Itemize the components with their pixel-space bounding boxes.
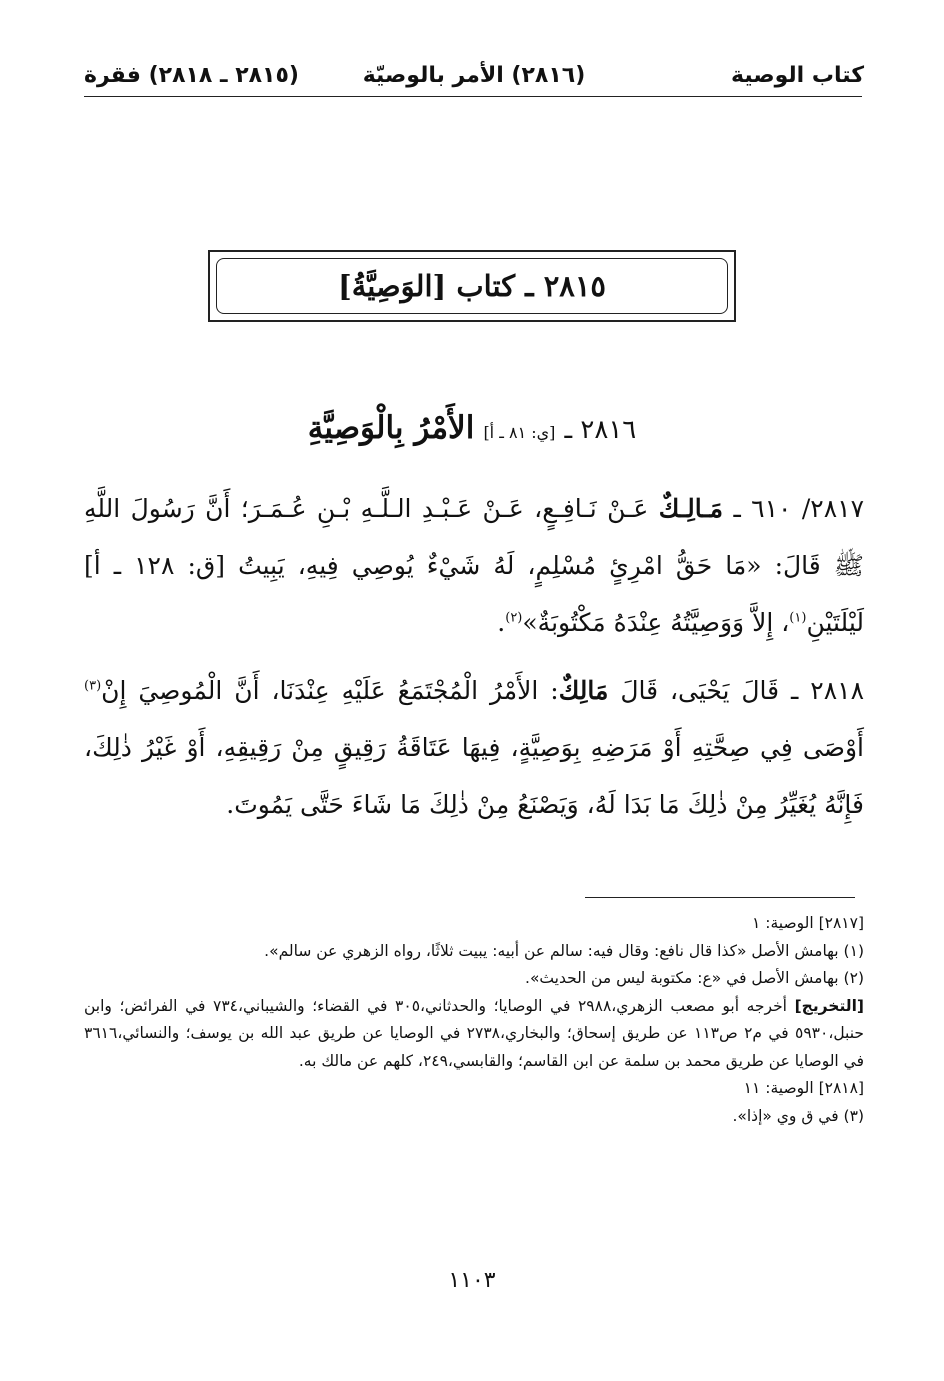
running-head-book: كتاب الوصية [731,63,864,88]
footnote-marker-3[interactable]: (٣) [84,678,102,694]
footnotes [84,910,864,1130]
footnote-1: (١) بهامش الأصل «كذا قال نافع: وقال فيه: سالم عن أبيه: يبيت ثلاثًا، رواه الزهري عن سالم». [264,941,864,960]
chapter-manuscript-ref: [ي: ٨١ ـ أ] [483,423,556,442]
hadith-2817 [84,480,864,651]
paragraph-text-intro: قَالَ يَحْيَى، قَالَ [620,676,780,705]
paragraph-text-continued: أَوْصَى فِي صِحَّتِهِ أَوْ مَرَضِهِ بِوَصِيَّةٍ، فِيهَا عَتَاقَةُ رَقِيقٍ مِنْ رَقِيقِهِ، أَوْ غَيْرُ ذٰلِكَ، فَإِنَّهُ يُغَيِّرُ مِنْ ذٰلِكَ مَا بَدَا لَهُ، وَيَصْنَعُ مِنْ ذٰلِكَ مَا شَاءَ حَتَّى يَمُوتَ. [84,733,864,819]
header-divider [84,96,862,97]
narrator: مَـالِـكٌ [658,494,724,523]
chapter-title: الأَمْرُ بِالْوَصِيَّةِ [307,410,475,446]
footnote-2: (٢) بهامش الأصل في «ع: مكتوبة ليس من الحديث». [525,969,864,987]
hadith-end: . [497,608,506,637]
footnote-marker-1[interactable]: (١) [789,610,807,626]
footnote-ref-2818: [٢٨١٨] الوصية: ١١ [743,1079,864,1097]
running-head [84,56,864,96]
hadith-text-continued: ، إِلاَّ وَوَصِيَّتُهُ عِنْدَهُ مَكْتُوبَةٌ» [522,608,790,637]
running-head-chapter: (٢٨١٦) الأمر بالوصيّة [362,63,586,88]
hadith-text: عَـنْ نَـافِـعٍ، عَـنْ عَـبْـدِ الـلَّـهِ بْـنِ عُـمَـرَ؛ أَنَّ رَسُولَ اللَّهِ ﷺ قَالَ: «مَا حَقُّ امْرِئٍ مُسْلِمٍ، لَهُ شَيْءٌ يُوصِي فِيهِ، يَبِيتُ [ق: ١٢٨ ـ أ] لَيْلَتَيْنِ [84,494,864,637]
page-number: ١١٠٣ [448,1268,496,1293]
running-head-paragraph-range: (٢٨١٥ ـ ٢٨١٨) فقرة [84,63,299,88]
chapter-heading [100,410,844,466]
book-heading-frame [208,250,736,322]
narrator: مَالِكٌ [558,676,609,705]
paragraph-text: : الأَمْرُ الْمُجْتَمَعُ عَلَيْهِ عِنْدَنَا، أَنَّ الْمُوصِيَ إِنْ [101,676,559,705]
footnote-ref-2817: [٢٨١٧] الوصية: ١ [751,914,864,932]
chapter-number: ٢٨١٦ ـ [564,415,637,445]
takhrij-text: أخرجه أبو مصعب الزهري،٢٩٨٨ في الوصايا؛ والحدثاني،٣٠٥ في القضاء؛ والشيباني،٧٣٤ في الفرائض؛ وابن حنبل،٥٩٣٠ في م٢ ص١١٣ عن طريق إسحاق؛ والبخاري،٢٧٣٨ في الوصايا عن طريق عبد الله بن يوسف؛ والنسائي،٣٦١٦ في الوصايا عن طريق محمد بن سلمة عن ابن القاسم؛ والقابسي،٢٤٩، كلهم عن مالك به. [84,996,864,1070]
takhrij-label: [التخريج] [794,996,864,1015]
footnote-3: (٣) في ق وي «إذا». [732,1106,864,1125]
footnote-divider [585,897,855,898]
hadith-number: ٢٨١٧/ ٦١٠ ـ [733,494,864,523]
book-heading-inner-frame [216,258,728,314]
hadith-2818 [84,662,864,833]
takhrij [84,993,864,1076]
footnote-marker-2[interactable]: (٢) [505,610,523,626]
book-heading: ٢٨١٥ ـ كتاب [الوَصِيَّةُ] [337,269,607,303]
paragraph-number: ٢٨١٨ ـ [791,676,864,705]
